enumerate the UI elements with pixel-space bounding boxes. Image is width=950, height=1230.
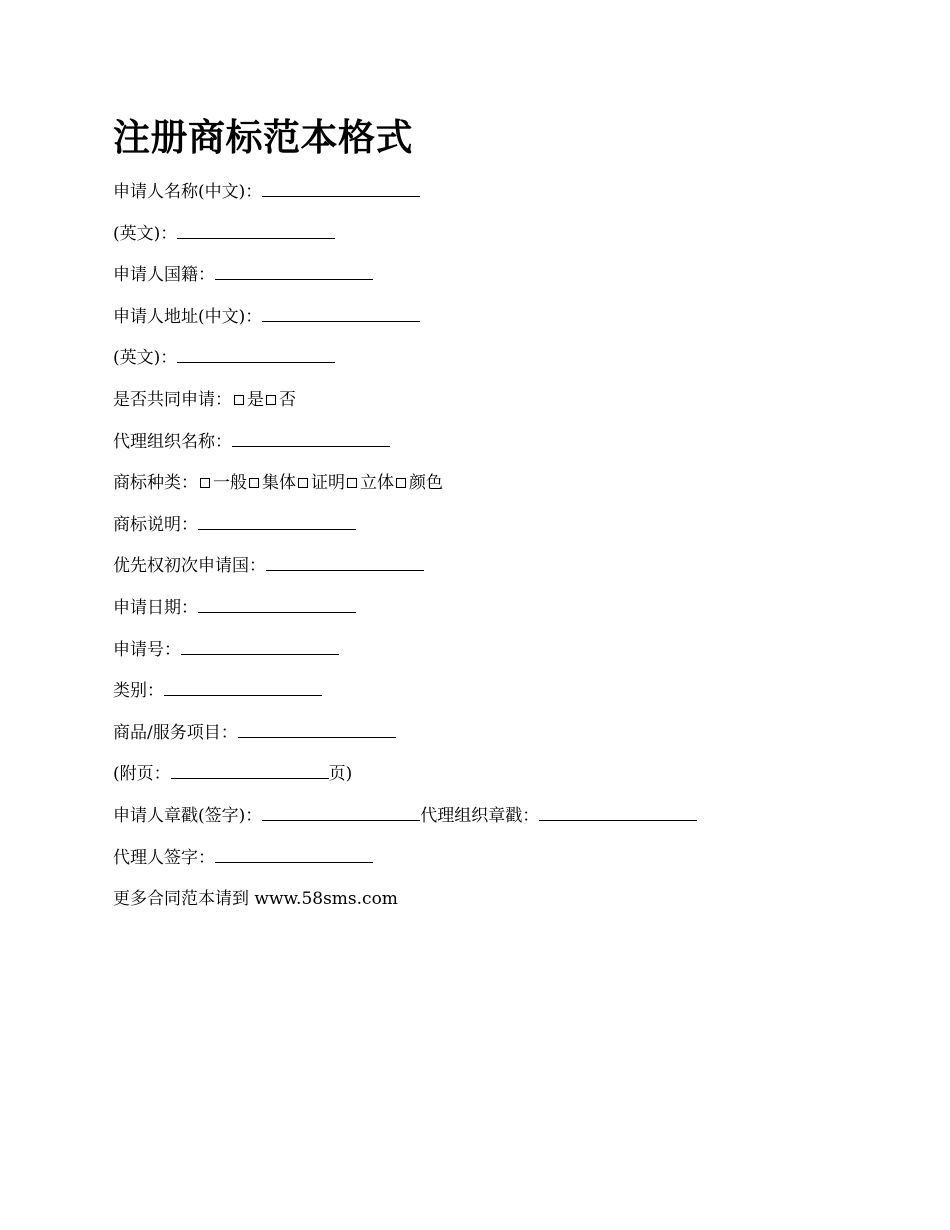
form-line-applicant-name-cn (113, 176, 913, 218)
fill-blank[interactable] (262, 307, 420, 322)
footer-note (113, 883, 913, 925)
checkbox[interactable] (396, 478, 406, 488)
form-line-application-date (113, 592, 913, 634)
footer-text: 更多合同范本请到 www.58sms.com (113, 889, 398, 910)
fill-blank[interactable] (215, 848, 373, 863)
field-label: 申请人名称(中文)： (113, 182, 263, 202)
fill-blank[interactable] (198, 598, 356, 613)
fill-blank[interactable] (262, 182, 420, 197)
form-line-joint-application (113, 384, 913, 426)
field-label: 商品/服务项目： (113, 722, 238, 743)
checkbox-label: 颜色 (409, 473, 443, 494)
field-label: 申请日期： (113, 597, 198, 618)
fill-blank[interactable] (181, 640, 339, 655)
field-label: 优先权初次申请国： (113, 556, 266, 577)
form-line-trademark-type (113, 467, 913, 509)
field-label: 申请人章戳(签字)： (113, 805, 263, 826)
fill-blank[interactable] (262, 806, 420, 821)
form-line-applicant-address-cn (113, 301, 913, 343)
fill-blank[interactable] (266, 556, 424, 571)
form-line-agent-signature (113, 842, 913, 884)
field-label: 代理组织名称： (113, 431, 232, 452)
checkbox[interactable] (249, 478, 259, 488)
field-suffix: 页) (328, 764, 353, 785)
checkbox-label: 证明 (311, 473, 345, 494)
form-line-attachment (113, 758, 913, 800)
field-label: 申请人地址(中文)： (113, 306, 263, 327)
checkbox-label: 立体 (360, 473, 394, 494)
field-label: 代理组织章戳： (420, 805, 540, 826)
fill-blank[interactable] (177, 348, 335, 363)
fill-blank[interactable] (238, 723, 396, 738)
field-label: 类别： (113, 681, 164, 702)
fill-blank[interactable] (539, 806, 697, 821)
form-line-applicant-name-en (113, 218, 913, 260)
field-label: 代理人签字： (113, 847, 215, 868)
form-line-seals (113, 800, 913, 842)
fill-blank[interactable] (177, 224, 335, 239)
checkbox[interactable] (266, 395, 276, 405)
fill-blank[interactable] (215, 265, 373, 280)
field-label: 申请号： (113, 639, 181, 660)
checkbox[interactable] (234, 395, 244, 405)
form-body (113, 176, 913, 925)
field-label: (英文)： (113, 348, 178, 369)
document-title: 注册商标范本格式 (113, 115, 413, 159)
field-label: 申请人国籍： (113, 265, 215, 286)
checkbox-label: 是 (247, 389, 264, 410)
fill-blank[interactable] (198, 515, 356, 530)
form-line-agency-name (113, 426, 913, 468)
form-line-trademark-description (113, 509, 913, 551)
field-label: (附页： (113, 764, 171, 785)
field-label: 商标种类： (113, 473, 198, 494)
checkbox[interactable] (298, 478, 308, 488)
fill-blank[interactable] (171, 764, 329, 779)
field-label: (英文)： (113, 223, 178, 244)
field-label: 是否共同申请： (113, 389, 232, 410)
checkbox-label: 否 (279, 389, 296, 410)
fill-blank[interactable] (164, 681, 322, 696)
form-line-category (113, 675, 913, 717)
checkbox[interactable] (200, 478, 210, 488)
form-line-application-number (113, 634, 913, 676)
checkbox-label: 集体 (262, 473, 296, 494)
field-label: 商标说明： (113, 514, 198, 535)
checkbox-label: 一般 (213, 473, 247, 494)
fill-blank[interactable] (232, 432, 390, 447)
form-line-priority-country (113, 550, 913, 592)
form-line-applicant-address-en (113, 342, 913, 384)
form-line-goods-services (113, 717, 913, 759)
form-line-applicant-nationality (113, 259, 913, 301)
checkbox[interactable] (347, 478, 357, 488)
